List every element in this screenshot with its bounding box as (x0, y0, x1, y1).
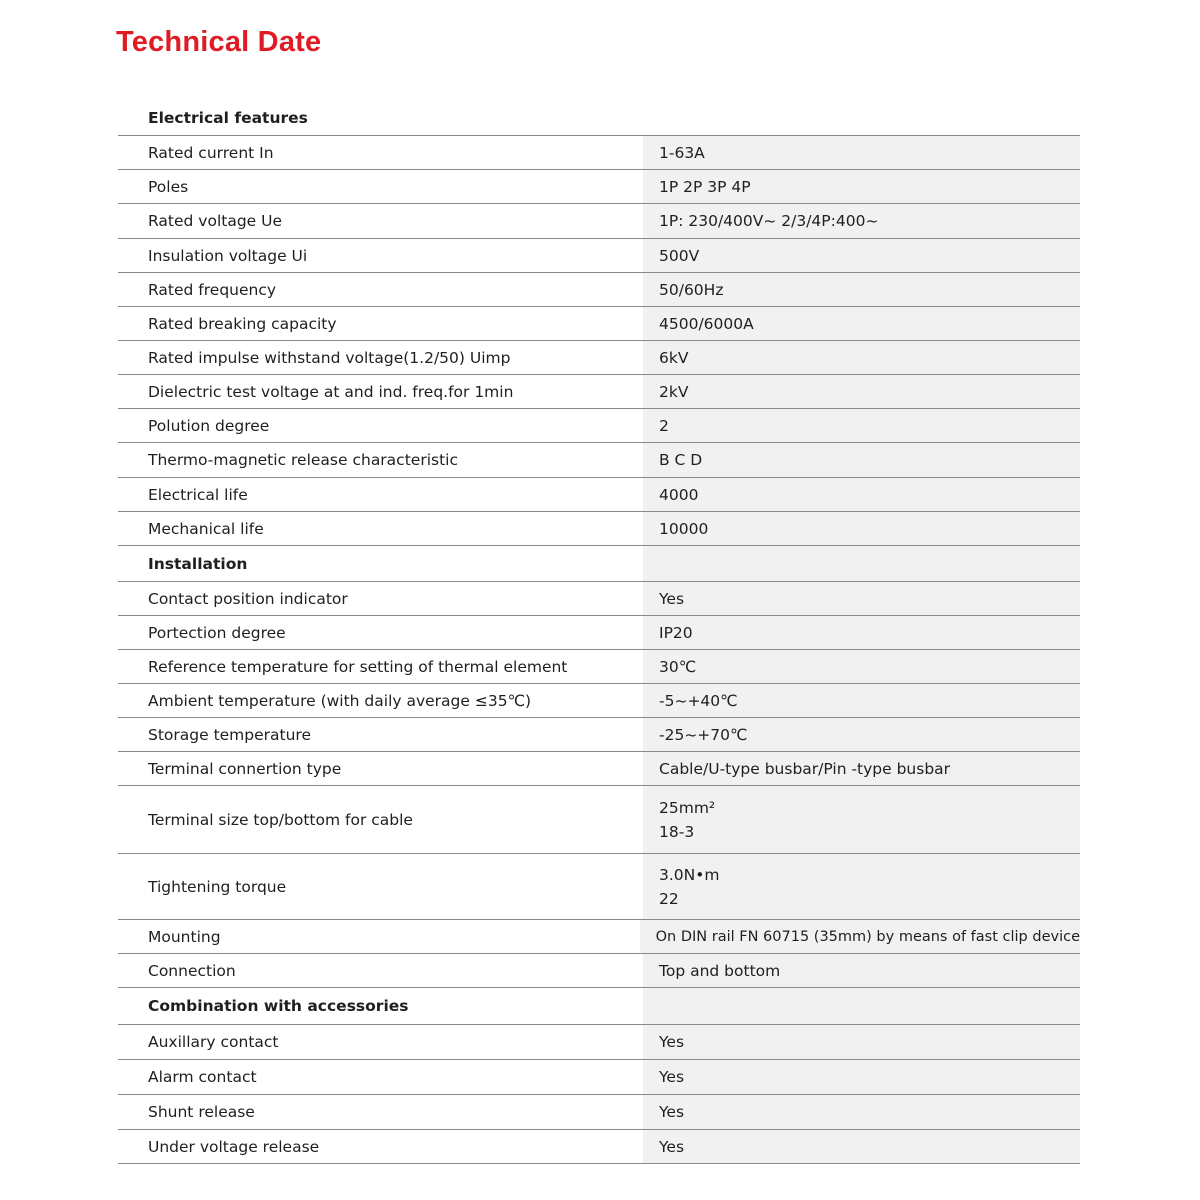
table-row (118, 854, 1080, 920)
row-value: 1P 2P 3P 4P (643, 170, 1080, 203)
section-label: Combination with accessories (148, 997, 409, 1015)
row-label: Ambient temperature (with daily average ≤35℃) (148, 691, 532, 710)
row-value: 2 (643, 409, 1080, 442)
row-value: B C D (643, 443, 1080, 477)
row-label: Under voltage release (148, 1137, 320, 1156)
row-label: Mounting (148, 927, 221, 946)
row-label: Mechanical life (148, 519, 264, 538)
row-value: 500V (643, 239, 1080, 272)
row-label: Rated frequency (148, 280, 277, 299)
table-row (118, 1095, 1080, 1130)
table-row (118, 341, 1080, 375)
row-value: 25mm² 18-3 (643, 786, 1080, 853)
section-row-installation (118, 546, 1080, 582)
row-label: Rated voltage Ue (148, 212, 283, 230)
section-row-electrical (118, 100, 1080, 136)
row-label: Dielectric test voltage at and ind. freq.for 1min (148, 382, 514, 401)
row-label: Rated breaking capacity (148, 314, 337, 333)
row-label: Storage temperature (148, 725, 311, 744)
row-label: Alarm contact (148, 1068, 257, 1086)
row-value: Yes (643, 1025, 1080, 1059)
row-value: On DIN rail FN 60715 (35mm) by means of fast clip device (640, 920, 1080, 953)
table-row (118, 409, 1080, 443)
table-row (118, 650, 1080, 684)
row-label: Rated impulse withstand voltage(1.2/50) Uimp (148, 348, 511, 367)
row-value: IP20 (643, 616, 1080, 649)
row-value: 4500/6000A (643, 307, 1080, 340)
row-label: Electrical life (148, 485, 248, 504)
row-label: Tightening torque (148, 877, 287, 896)
row-value: 30℃ (643, 650, 1080, 683)
technical-data-table (118, 100, 1080, 1164)
row-value: Yes (643, 582, 1080, 615)
row-value: 1-63A (643, 136, 1080, 169)
row-value: 3.0N•m 22 (643, 854, 1080, 919)
table-row (118, 684, 1080, 718)
row-label: Auxillary contact (148, 1033, 279, 1051)
table-row (118, 1060, 1080, 1095)
row-value: Yes (643, 1060, 1080, 1094)
row-label: Connection (148, 961, 236, 980)
row-label: Poles (148, 177, 189, 196)
row-value: 50/60Hz (643, 273, 1080, 306)
row-label: Thermo-magnetic release characteristic (148, 451, 458, 469)
table-row (118, 512, 1080, 546)
table-row (118, 786, 1080, 854)
table-row (118, 443, 1080, 478)
table-row (118, 239, 1080, 273)
table-row (118, 616, 1080, 650)
row-label: Portection degree (148, 623, 286, 642)
row-value: Top and bottom (643, 954, 1080, 987)
row-value: 4000 (643, 478, 1080, 511)
table-row (118, 920, 1080, 954)
table-row (118, 204, 1080, 239)
row-value: Yes (643, 1095, 1080, 1129)
table-row (118, 170, 1080, 204)
table-row (118, 273, 1080, 307)
row-value: 6kV (643, 341, 1080, 374)
row-label: Rated current In (148, 143, 274, 162)
table-row (118, 718, 1080, 752)
section-label: Electrical features (148, 108, 308, 127)
table-row (118, 136, 1080, 170)
row-value: 10000 (643, 512, 1080, 545)
row-value: 1P: 230/400V~ 2/3/4P:400~ (643, 204, 1080, 238)
table-row (118, 1130, 1080, 1164)
row-value: -25~+70℃ (643, 718, 1080, 751)
table-row (118, 582, 1080, 616)
table-row (118, 1025, 1080, 1060)
row-label: Terminal connertion type (148, 759, 342, 778)
section-label: Installation (148, 554, 248, 573)
row-label: Terminal size top/bottom for cable (148, 810, 413, 829)
table-row (118, 375, 1080, 409)
row-label: Polution degree (148, 416, 270, 435)
row-value: -5~+40℃ (643, 684, 1080, 717)
row-label: Shunt release (148, 1103, 255, 1121)
row-value-empty (643, 988, 1080, 1024)
row-value-empty (643, 546, 1080, 581)
section-row-accessories (118, 988, 1080, 1025)
row-value: 2kV (643, 375, 1080, 408)
page-title: Technical Date (116, 26, 322, 58)
row-value: Yes (643, 1130, 1080, 1163)
table-row (118, 478, 1080, 512)
table-row (118, 954, 1080, 988)
table-row (118, 307, 1080, 341)
row-label: Reference temperature for setting of thermal element (148, 657, 568, 676)
row-label: Contact position indicator (148, 589, 348, 608)
row-label: Insulation voltage Ui (148, 246, 308, 265)
table-row (118, 752, 1080, 786)
row-value: Cable/U-type busbar/Pin -type busbar (643, 752, 1080, 785)
